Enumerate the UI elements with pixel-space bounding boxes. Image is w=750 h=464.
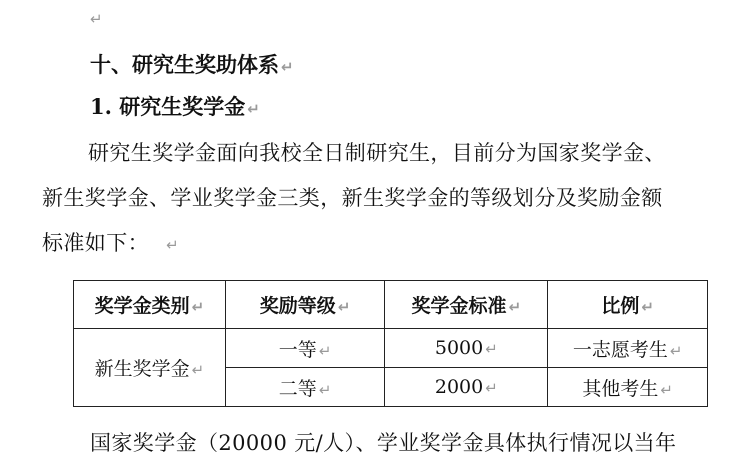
amount-value: 2000 xyxy=(434,376,484,398)
category-cell xyxy=(74,329,226,407)
paragraph-mark-icon: ↵ xyxy=(281,58,294,76)
level-label: 一等 xyxy=(278,338,317,361)
paragraph-mark-icon: ↵ xyxy=(669,341,683,360)
body-text: 研究生奖学金面向我校全日制研究生，目前分为国家奖学金、 xyxy=(88,141,666,165)
paragraph-mark-icon: ↵ xyxy=(166,236,180,254)
paragraph-mark-icon: ↵ xyxy=(641,298,654,316)
paragraph-mark-icon: ↵ xyxy=(485,379,498,397)
body-text: 国家奖学金（20000 元/人）、学业奖学金具体执行情况以当年 xyxy=(90,431,677,455)
amount-cell xyxy=(385,368,548,407)
ratio-label: 一志愿考生 xyxy=(572,338,668,361)
header-label: 奖学金类别 xyxy=(94,295,190,317)
paragraph-mark-icon: ↵ xyxy=(191,361,205,379)
table-header-cell xyxy=(385,281,548,329)
paragraph-mark-icon: ↵ xyxy=(90,10,103,28)
paragraph-mark-icon: ↵ xyxy=(508,298,522,316)
empty-paragraph xyxy=(88,2,103,34)
table-header-cell xyxy=(225,281,385,329)
table-header-cell xyxy=(74,281,226,329)
paragraph-mark-icon: ↵ xyxy=(318,380,332,399)
category-label: 新生奖学金 xyxy=(94,358,190,380)
header-label: 奖学金标准 xyxy=(411,295,507,317)
table-header-row xyxy=(74,281,708,329)
body-text-line xyxy=(88,138,666,168)
paragraph-mark-icon: ↵ xyxy=(485,340,498,358)
paragraph-mark-icon: ↵ xyxy=(318,341,332,360)
table-row xyxy=(74,329,708,368)
body-text-line xyxy=(42,183,663,213)
ratio-cell xyxy=(548,329,708,368)
paragraph-mark-icon: ↵ xyxy=(660,380,673,399)
level-cell xyxy=(225,329,385,368)
paragraph-mark-icon: ↵ xyxy=(337,298,351,316)
body-text-line xyxy=(90,428,676,458)
level-cell xyxy=(225,368,385,407)
section-heading xyxy=(90,50,294,82)
body-text: 标准如下： xyxy=(42,231,149,255)
subsection-heading xyxy=(90,92,260,124)
header-label: 奖励等级 xyxy=(259,295,336,317)
amount-value: 5000 xyxy=(434,337,484,359)
subsection-heading-text: 1. 研究生奖学金 xyxy=(90,94,246,119)
ratio-label: 其他考生 xyxy=(582,377,659,400)
amount-cell xyxy=(385,329,548,368)
paragraph-mark-icon: ↵ xyxy=(191,298,205,316)
header-label: 比例 xyxy=(601,295,640,317)
table-header-cell xyxy=(548,281,708,329)
body-text-line xyxy=(42,228,179,260)
level-label: 二等 xyxy=(278,377,317,400)
paragraph-mark-icon: ↵ xyxy=(247,100,260,118)
scholarship-table xyxy=(73,280,708,407)
ratio-cell xyxy=(548,368,708,407)
body-text: 新生奖学金、学业奖学金三类，新生奖学金的等级划分及奖励金额 xyxy=(42,186,663,210)
section-heading-text: 十、研究生奖助体系 xyxy=(90,52,279,77)
